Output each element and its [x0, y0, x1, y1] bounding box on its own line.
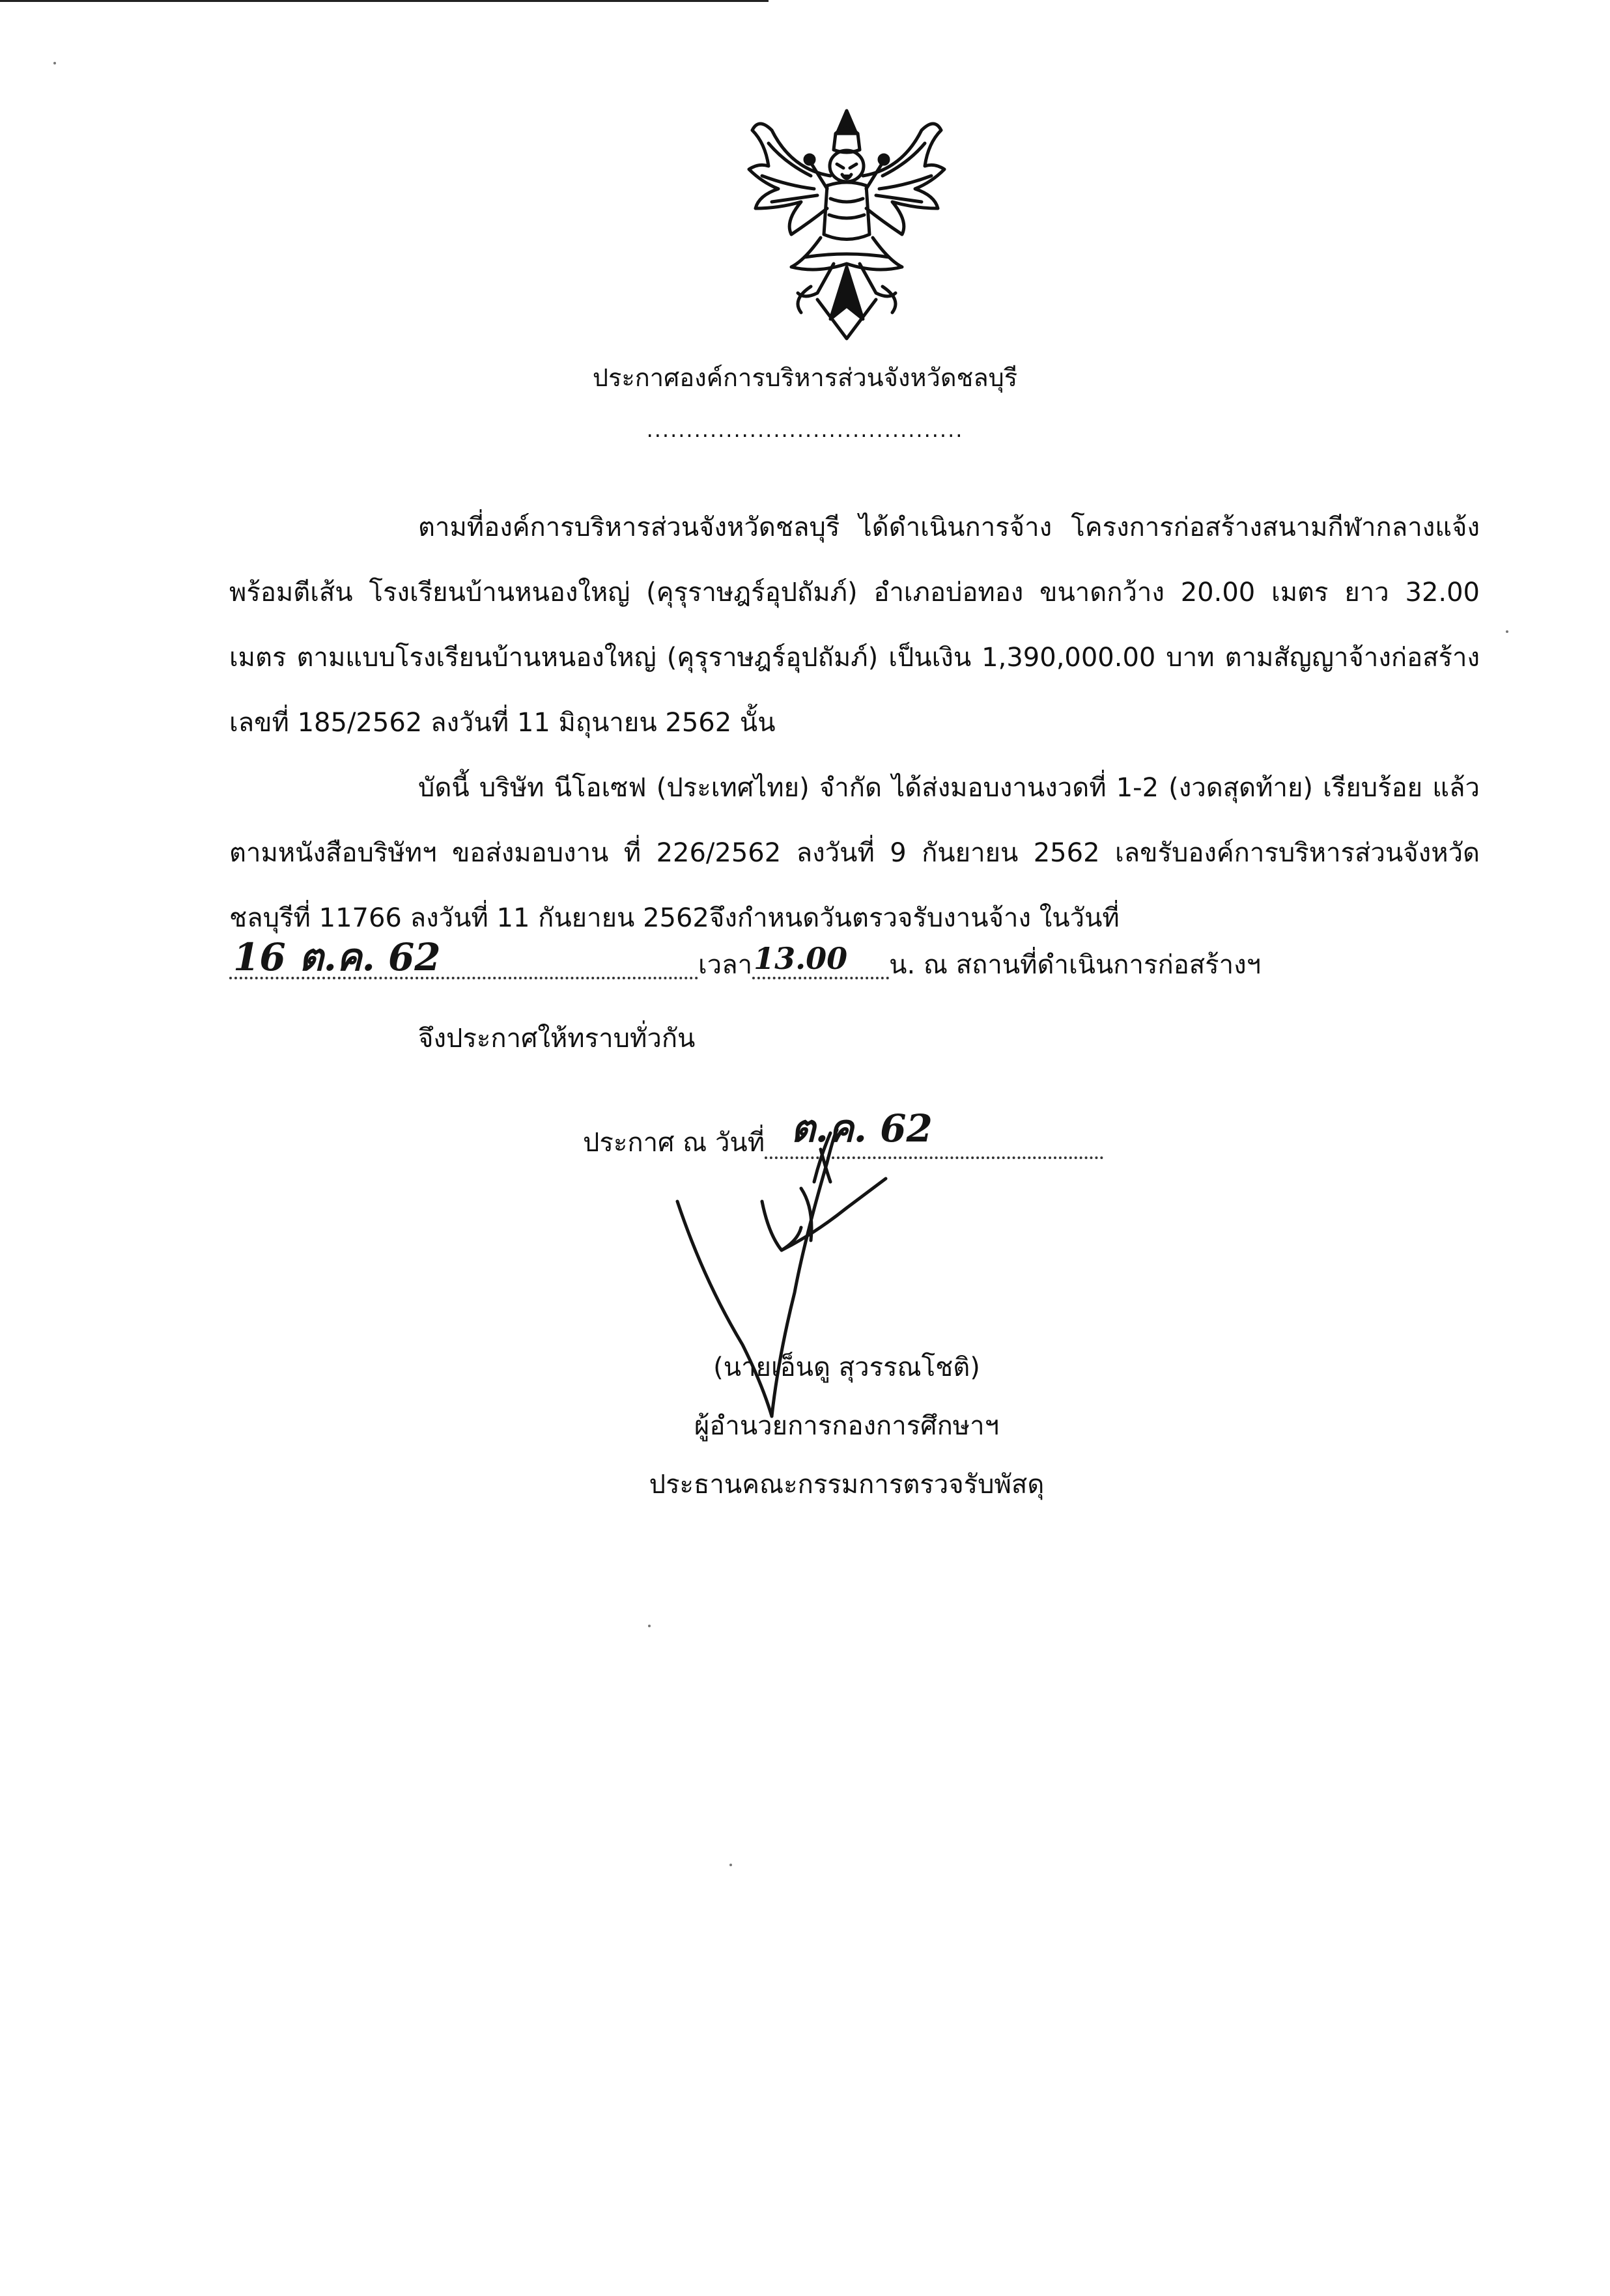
announcement-title: ประกาศองค์การบริหารส่วนจังหวัดชลบุรี [592, 363, 1018, 392]
signatory-name: (นายเอ็นดู สุวรรณโชติ) [713, 1352, 980, 1382]
time-label: เวลา [698, 950, 753, 980]
paragraph-1-text: ตามที่องค์การบริหารส่วนจังหวัดชลบุรี ได้ดำเนินการจ้าง โครงการก่อสร้างสนามกีฬากลางแจ้งพร้อมตีเส้น โรงเรียนบ้านหนองใหญ่ (คุรุราษฎร์อุปถัมภ์) อำเภอบ่อทอง ขนาดกว้าง 20.00 เมตร ยาว 32.00 เมตร ตามแบบโรงเรียนบ้านหนองใหญ่ (คุรุราษฎร์อุปถัมภ์) เป็นเงิน 1,390,000.00 บาท ตามสัญญาจ้างก่อสร้างเลขที่ 185/2562 ลงวันที่ 11 มิถุนายน 2562 นั้น [229, 512, 1480, 738]
inspection-date-handwritten: 16 ต.ค. 62 [233, 935, 441, 979]
closing-statement: จึงประกาศให้ทราบทั่วกัน [418, 1024, 696, 1054]
announcement-date-handwritten: ต.ค. 62 [791, 1106, 933, 1151]
announcement-date-label: ประกาศ ณ วันที่ [583, 1128, 765, 1158]
inspection-date-field [229, 932, 698, 979]
signatory-committee-role: ประธานคณะกรรมการตรวจรับพัสดุ [649, 1470, 1045, 1500]
scan-speck [1506, 630, 1508, 633]
scan-speck [729, 1864, 732, 1866]
title-separator: ........................................ [646, 417, 964, 442]
inspection-schedule-line [229, 932, 1480, 998]
paragraph-delivery-details [229, 755, 1480, 951]
scan-speck [53, 62, 56, 64]
paragraph-contract-details [229, 495, 1480, 755]
scan-top-border [0, 0, 769, 2]
signatory-position: ผู้อำนวยการกองการศึกษาฯ [694, 1411, 1000, 1441]
scan-speck [648, 1625, 651, 1627]
time-suffix: น. ณ สถานที่ดำเนินการก่อสร้างฯ [889, 950, 1262, 980]
inspection-time-handwritten: 13.00 [754, 941, 848, 976]
garuda-emblem-icon [739, 104, 954, 345]
inspection-time-field [752, 932, 889, 979]
paragraph-2-text: บัดนี้ บริษัท นีโอเซฟ (ประเทศไทย) จำกัด ได้ส่งมอบงานงวดที่ 1-2 (งวดสุดท้าย) เรียบร้อย แล้ว ตามหนังสือบริษัทฯ ขอส่งมอบงาน ที่ 226/2562 ลงวันที่ 9 กันยายน 2562 เลขรับองค์การบริหารส่วนจังหวัดชลบุรีที่ 11766 ลงวันที่ 11 กันยายน 2562จึงกำหนดวันตรวจรับงานจ้าง ในวันที่ [229, 773, 1480, 933]
